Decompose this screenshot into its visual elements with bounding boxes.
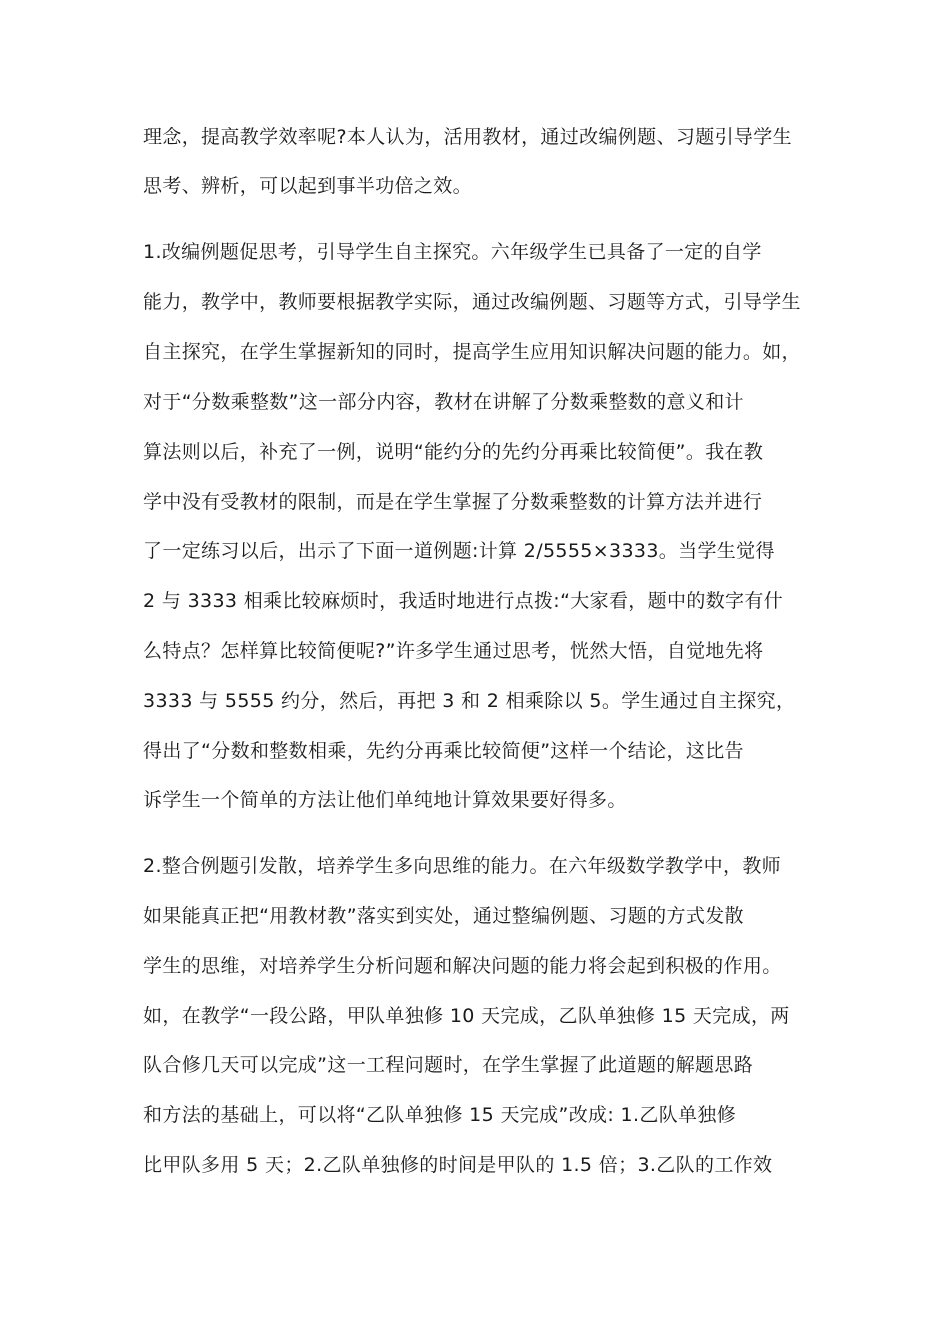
text-line: 理念，提高教学效率呢?本人认为，活用教材，通过改编例题、习题引导学生 — [143, 126, 792, 148]
text-line: 队合修几天可以完成”这一工程问题时，在学生掌握了此道题的解题思路 — [143, 1054, 754, 1076]
text-line: 对于“分数乘整数”这一部分内容，教材在讲解了分数乘整数的意义和计 — [143, 391, 744, 413]
text-line: 能力，教学中，教师要根据教学实际，通过改编例题、习题等方式，引导学生 — [143, 291, 801, 313]
text-line: 么特点？怎样算比较简便呢?”许多学生通过思考，恍然大悟，自觉地先将 — [143, 640, 764, 662]
text-line: 算法则以后，补充了一例，说明“能约分的先约分再乘比较简便”。我在教 — [143, 441, 764, 463]
text-line: 2.整合例题引发散，培养学生多向思维的能力。在六年级数学教学中，教师 — [143, 855, 782, 877]
text-line: 2 与 3333 相乘比较麻烦时，我适时地进行点拨:“大家看，题中的数字有什 — [143, 590, 784, 612]
text-line: 学中没有受教材的限制，而是在学生掌握了分数乘整数的计算方法并进行 — [143, 491, 763, 513]
text-line: 比甲队多用 5 天；2.乙队单独修的时间是甲队的 1.5 倍；3.乙队的工作效 — [143, 1154, 773, 1176]
text-line: 如果能真正把“用教材教”落实到实处，通过整编例题、习题的方式发散 — [143, 905, 744, 927]
text-line: 1.改编例题促思考，引导学生自主探究。六年级学生已具备了一定的自学 — [143, 241, 762, 263]
text-line: 了一定练习以后，出示了下面一道例题:计算 2/5555×3333。当学生觉得 — [143, 540, 775, 562]
text-line: 学生的思维，对培养学生分析问题和解决问题的能力将会起到积极的作用。 — [143, 955, 782, 977]
text-line: 思考、辨析，可以起到事半功倍之效。 — [143, 175, 472, 197]
text-line: 自主探究，在学生掌握新知的同时，提高学生应用知识解决问题的能力。如， — [143, 341, 801, 363]
text-line: 和方法的基础上，可以将“乙队单独修 15 天完成”改成: 1.乙队单独修 — [143, 1104, 737, 1126]
text-line: 如，在教学“一段公路，甲队单独修 10 天完成，乙队单独修 15 天完成，两 — [143, 1005, 790, 1027]
text-line: 3333 与 5555 约分，然后，再把 3 和 2 相乘除以 5。学生通过自主探究， — [143, 690, 796, 712]
text-line: 诉学生一个简单的方法让他们单纯地计算效果要好得多。 — [143, 789, 627, 811]
text-line: 得出了“分数和整数相乘，先约分再乘比较简便”这样一个结论，这比告 — [143, 740, 744, 762]
